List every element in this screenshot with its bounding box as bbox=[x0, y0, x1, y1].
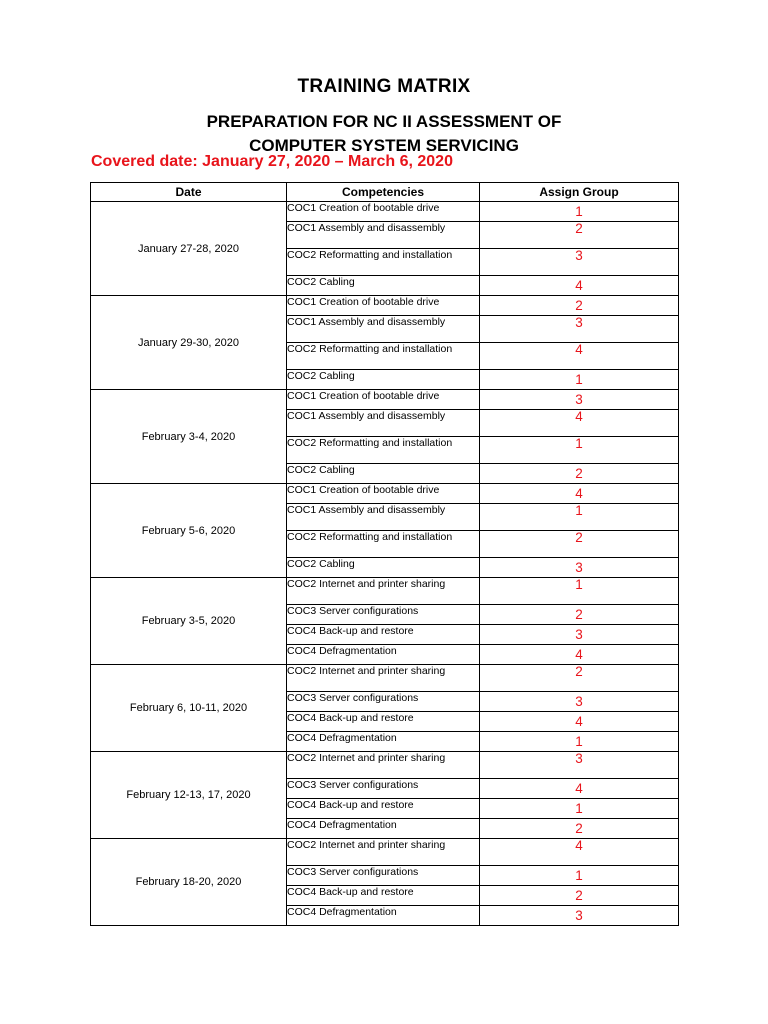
table-row bbox=[91, 484, 679, 504]
assign-group-cell: 4 bbox=[480, 484, 679, 504]
assign-group-cell: 2 bbox=[480, 605, 679, 625]
assign-group-cell: 3 bbox=[480, 316, 679, 343]
competency-cell: COC2 Cabling bbox=[287, 558, 480, 578]
table-row bbox=[91, 390, 679, 410]
competency-cell: COC2 Cabling bbox=[287, 370, 480, 390]
assign-group-cell: 4 bbox=[480, 712, 679, 732]
table-row bbox=[91, 752, 679, 779]
competency-cell: COC4 Defragmentation bbox=[287, 645, 480, 665]
assign-group-cell: 1 bbox=[480, 370, 679, 390]
competency-cell: COC4 Back-up and restore bbox=[287, 886, 480, 906]
competency-cell: COC4 Defragmentation bbox=[287, 906, 480, 926]
header-assign-group: Assign Group bbox=[480, 183, 679, 202]
header-date: Date bbox=[91, 183, 287, 202]
header-competencies: Competencies bbox=[287, 183, 480, 202]
assign-group-cell: 3 bbox=[480, 906, 679, 926]
date-cell: January 29-30, 2020 bbox=[91, 296, 287, 390]
assign-group-cell: 2 bbox=[480, 819, 679, 839]
competency-cell: COC2 Reformatting and installation bbox=[287, 249, 480, 276]
date-cell: January 27-28, 2020 bbox=[91, 202, 287, 296]
assign-group-cell: 1 bbox=[480, 732, 679, 752]
competency-cell: COC2 Reformatting and installation bbox=[287, 343, 480, 370]
competency-cell: COC1 Creation of bootable drive bbox=[287, 202, 480, 222]
competency-cell: COC2 Reformatting and installation bbox=[287, 531, 480, 558]
competency-cell: COC1 Assembly and disassembly bbox=[287, 316, 480, 343]
competency-cell: COC3 Server configurations bbox=[287, 692, 480, 712]
assign-group-cell: 2 bbox=[480, 531, 679, 558]
table-row bbox=[91, 296, 679, 316]
date-cell: February 18-20, 2020 bbox=[91, 839, 287, 926]
assign-group-cell: 4 bbox=[480, 276, 679, 296]
assign-group-cell: 2 bbox=[480, 886, 679, 906]
competency-cell: COC2 Internet and printer sharing bbox=[287, 665, 480, 692]
competency-cell: COC2 Internet and printer sharing bbox=[287, 839, 480, 866]
assign-group-cell: 4 bbox=[480, 779, 679, 799]
assign-group-cell: 1 bbox=[480, 866, 679, 886]
assign-group-cell: 1 bbox=[480, 504, 679, 531]
assign-group-cell: 4 bbox=[480, 343, 679, 370]
competency-cell: COC4 Back-up and restore bbox=[287, 799, 480, 819]
table-row bbox=[91, 665, 679, 692]
competency-cell: COC4 Back-up and restore bbox=[287, 625, 480, 645]
assign-group-cell: 1 bbox=[480, 437, 679, 464]
date-cell: February 12-13, 17, 2020 bbox=[91, 752, 287, 839]
competency-cell: COC2 Cabling bbox=[287, 276, 480, 296]
date-cell: February 3-5, 2020 bbox=[91, 578, 287, 665]
assign-group-cell: 1 bbox=[480, 799, 679, 819]
competency-cell: COC2 Reformatting and installation bbox=[287, 437, 480, 464]
table-body bbox=[91, 202, 679, 926]
competency-cell: COC3 Server configurations bbox=[287, 779, 480, 799]
table-row bbox=[91, 202, 679, 222]
assign-group-cell: 3 bbox=[480, 752, 679, 779]
date-cell: February 5-6, 2020 bbox=[91, 484, 287, 578]
table-row bbox=[91, 839, 679, 866]
competency-cell: COC2 Internet and printer sharing bbox=[287, 752, 480, 779]
date-cell: February 6, 10-11, 2020 bbox=[91, 665, 287, 752]
assign-group-cell: 2 bbox=[480, 222, 679, 249]
date-cell: February 3-4, 2020 bbox=[91, 390, 287, 484]
assign-group-cell: 2 bbox=[480, 296, 679, 316]
table-header-row bbox=[91, 183, 679, 202]
competency-cell: COC4 Defragmentation bbox=[287, 732, 480, 752]
assign-group-cell: 4 bbox=[480, 839, 679, 866]
subtitle-line-2: COMPUTER SYSTEM SERVICING bbox=[249, 136, 519, 155]
competency-cell: COC3 Server configurations bbox=[287, 866, 480, 886]
assign-group-cell: 4 bbox=[480, 410, 679, 437]
competency-cell: COC1 Assembly and disassembly bbox=[287, 504, 480, 531]
assign-group-cell: 3 bbox=[480, 390, 679, 410]
competency-cell: COC1 Assembly and disassembly bbox=[287, 222, 480, 249]
competency-cell: COC4 Defragmentation bbox=[287, 819, 480, 839]
assign-group-cell: 3 bbox=[480, 692, 679, 712]
covered-date: Covered date: January 27, 2020 – March 6, 2020 bbox=[91, 153, 453, 170]
competency-cell: COC1 Creation of bootable drive bbox=[287, 296, 480, 316]
competency-cell: COC1 Assembly and disassembly bbox=[287, 410, 480, 437]
competency-cell: COC4 Back-up and restore bbox=[287, 712, 480, 732]
competency-cell: COC1 Creation of bootable drive bbox=[287, 484, 480, 504]
document-subtitle bbox=[0, 110, 768, 158]
assign-group-cell: 2 bbox=[480, 665, 679, 692]
assign-group-cell: 1 bbox=[480, 202, 679, 222]
competency-cell: COC3 Server configurations bbox=[287, 605, 480, 625]
subtitle-line-1: PREPARATION FOR NC II ASSESSMENT OF bbox=[206, 112, 562, 131]
competency-cell: COC1 Creation of bootable drive bbox=[287, 390, 480, 410]
assign-group-cell: 1 bbox=[480, 578, 679, 605]
competency-cell: COC2 Cabling bbox=[287, 464, 480, 484]
assign-group-cell: 2 bbox=[480, 464, 679, 484]
assign-group-cell: 4 bbox=[480, 645, 679, 665]
table-row bbox=[91, 578, 679, 605]
assign-group-cell: 3 bbox=[480, 625, 679, 645]
competency-cell: COC2 Internet and printer sharing bbox=[287, 578, 480, 605]
assign-group-cell: 3 bbox=[480, 249, 679, 276]
assign-group-cell: 3 bbox=[480, 558, 679, 578]
training-matrix-table bbox=[90, 182, 679, 926]
document-title: TRAINING MATRIX bbox=[297, 76, 471, 97]
